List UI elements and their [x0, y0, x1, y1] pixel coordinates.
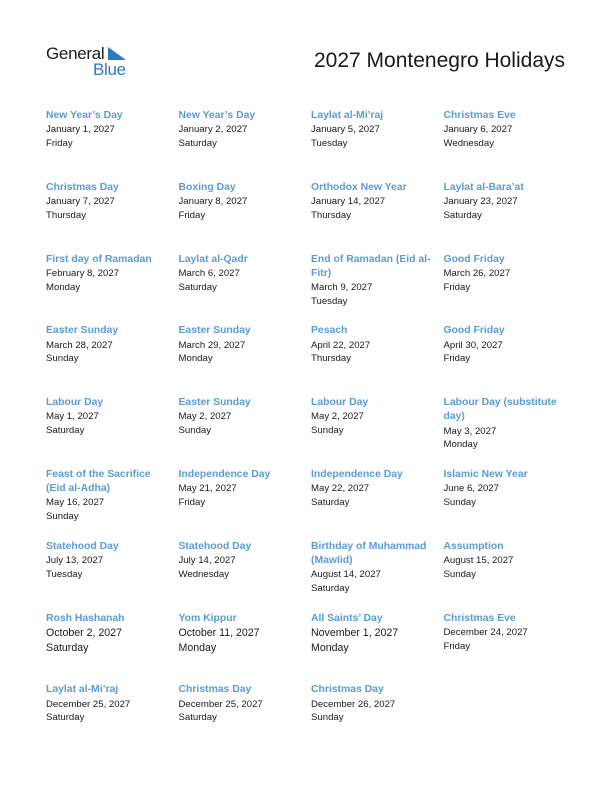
holiday-weekday: Saturday — [178, 138, 217, 149]
holiday-entry — [46, 181, 179, 253]
holiday-entry — [311, 253, 444, 325]
holiday-date: May 21, 2027 — [178, 483, 237, 495]
holiday-date: July 14, 2027 — [178, 554, 236, 566]
holiday-weekday: Monday — [443, 439, 478, 451]
holiday-entry — [179, 181, 312, 253]
holiday-weekday: Sunday — [443, 496, 477, 508]
holiday-date: January 7, 2027 — [46, 196, 115, 207]
holiday-weekday: Saturday — [46, 425, 85, 437]
holiday-entry — [444, 468, 577, 540]
holiday-entry — [311, 612, 444, 684]
holiday-weekday: Thursday — [46, 209, 86, 221]
holiday-weekday: Thursday — [311, 353, 351, 365]
holiday-entry — [179, 396, 312, 468]
holiday-weekday: Saturday — [178, 712, 217, 724]
holiday-entry — [444, 540, 577, 612]
holiday-name: Assumption — [443, 540, 504, 552]
holiday-name: Independence Day — [311, 468, 403, 480]
page-title: 2027 Montenegro Holidays — [314, 49, 565, 72]
holiday-weekday: Sunday — [311, 425, 344, 437]
holiday-entry — [46, 253, 179, 325]
holiday-name: Labour Day (substitute day) — [443, 397, 557, 423]
holiday-weekday: Thursday — [311, 209, 351, 221]
holiday-weekday: Saturday — [46, 712, 85, 724]
holiday-weekday: Saturday — [443, 209, 482, 221]
holiday-name: Christmas Day — [178, 684, 252, 696]
holiday-weekday: Wednesday — [443, 138, 494, 149]
holiday-date: May 16, 2027 — [46, 497, 105, 509]
holiday-date: January 23, 2027 — [443, 196, 518, 207]
holiday-weekday: Friday — [178, 496, 206, 508]
holiday-date: January 1, 2027 — [46, 124, 115, 136]
holiday-entry — [46, 109, 179, 181]
holiday-name: Easter Sunday — [178, 397, 251, 409]
holiday-name: Independence Day — [178, 468, 271, 480]
holiday-name: Statehood Day — [178, 540, 252, 552]
holiday-name: New Year’s Day — [178, 110, 256, 121]
holiday-entry — [311, 396, 444, 468]
holiday-name: Christmas Day — [311, 684, 384, 696]
holiday-name: Rosh Hashanah — [46, 612, 125, 624]
holiday-date: May 1, 2027 — [46, 411, 99, 423]
holiday-weekday: Sunday — [443, 568, 477, 580]
holiday-entry — [444, 324, 577, 396]
holiday-weekday: Saturday — [46, 641, 89, 654]
holiday-name: Labour Day — [311, 397, 369, 409]
holiday-entry — [179, 253, 312, 325]
holiday-entry — [444, 181, 577, 253]
holiday-weekday: Wednesday — [178, 568, 229, 580]
holiday-entry — [444, 612, 577, 684]
holiday-entry — [46, 540, 179, 612]
logo-triangle-icon — [108, 47, 126, 60]
holiday-entry — [311, 181, 444, 253]
holiday-date: January 6, 2027 — [443, 124, 513, 136]
holiday-weekday: Sunday — [311, 712, 344, 724]
holiday-entry — [179, 683, 312, 755]
holiday-date: November 1, 2027 — [311, 626, 399, 639]
holiday-entry — [311, 540, 444, 612]
holiday-entry — [444, 253, 577, 325]
holiday-weekday: Sunday — [178, 425, 212, 437]
holiday-name: All Saints’ Day — [311, 612, 383, 624]
holiday-name: End of Ramadan (Eid al-Fitr) — [311, 253, 431, 279]
holiday-date: August 14, 2027 — [311, 569, 381, 581]
holiday-weekday: Friday — [443, 281, 471, 293]
holiday-name: Labour Day — [46, 397, 104, 409]
holiday-date: May 2, 2027 — [178, 411, 232, 423]
holiday-weekday: Friday — [46, 138, 73, 149]
holiday-name: Christmas Eve — [443, 110, 516, 121]
holiday-date: December 25, 2027 — [178, 698, 263, 710]
holiday-date: January 14, 2027 — [311, 196, 386, 207]
holiday-name: Good Friday — [443, 253, 505, 265]
holiday-date: May 2, 2027 — [311, 411, 364, 423]
holiday-entry — [46, 396, 179, 468]
holiday-entry — [179, 324, 312, 396]
holiday-date: March 29, 2027 — [178, 339, 246, 351]
holiday-entry — [46, 683, 179, 755]
holiday-grid — [46, 109, 576, 755]
holiday-date: October 2, 2027 — [46, 626, 122, 639]
holiday-weekday: Monday — [178, 353, 213, 365]
holiday-name: Easter Sunday — [178, 325, 251, 337]
holiday-date: April 30, 2027 — [443, 339, 503, 351]
holiday-entry — [46, 612, 179, 684]
holiday-name: Laylat al-Qadr — [178, 253, 248, 265]
holiday-date: December 25, 2027 — [46, 698, 131, 710]
holiday-date: February 8, 2027 — [46, 267, 120, 279]
holiday-name: Christmas Eve — [443, 612, 516, 624]
holiday-name: Pesach — [311, 325, 348, 337]
logo — [46, 44, 136, 80]
holiday-name: Easter Sunday — [46, 325, 119, 337]
holiday-entry — [311, 109, 444, 181]
logo-word-blue: Blue — [93, 60, 126, 79]
holiday-date: March 9, 2027 — [311, 282, 373, 293]
holiday-entry — [46, 468, 179, 540]
holiday-weekday: Saturday — [178, 281, 217, 293]
holiday-name: Orthodox New Year — [311, 181, 407, 193]
holiday-date: January 8, 2027 — [178, 196, 248, 207]
holiday-entry — [179, 468, 312, 540]
holiday-weekday: Tuesday — [311, 138, 348, 149]
holiday-entry — [311, 324, 444, 396]
holiday-date: May 22, 2027 — [311, 483, 370, 495]
holiday-weekday: Monday — [46, 281, 81, 293]
holiday-weekday: Tuesday — [311, 295, 348, 307]
holiday-entry — [179, 612, 312, 684]
holiday-entry — [311, 468, 444, 540]
holiday-entry — [46, 324, 179, 396]
holiday-date: January 2, 2027 — [178, 124, 248, 136]
holiday-date: July 13, 2027 — [46, 554, 104, 566]
holiday-date: August 15, 2027 — [443, 554, 514, 566]
holiday-entry — [444, 109, 577, 181]
holiday-weekday: Saturday — [311, 496, 350, 508]
holiday-name: Laylat al-Bara’at — [443, 181, 524, 193]
holiday-entry — [311, 683, 444, 755]
holiday-name: Feast of the Sacrifice (Eid al-Adha) — [46, 468, 151, 495]
holiday-date: December 26, 2027 — [311, 698, 396, 710]
holiday-date: May 3, 2027 — [443, 425, 497, 437]
holiday-name: Christmas Day — [46, 181, 119, 193]
holiday-entry — [179, 109, 312, 181]
holiday-weekday: Tuesday — [46, 568, 83, 580]
holiday-date: April 22, 2027 — [311, 339, 371, 351]
holiday-name: Birthday of Muhammad (Mawlid) — [311, 540, 427, 566]
holiday-name: Islamic New Year — [443, 468, 528, 480]
holiday-date: March 28, 2027 — [46, 339, 113, 351]
logo-word-general: General — [46, 44, 105, 63]
holiday-weekday: Saturday — [311, 582, 350, 594]
holiday-entry — [179, 540, 312, 612]
holiday-weekday: Sunday — [46, 353, 79, 365]
holiday-name: New Year’s Day — [46, 110, 123, 121]
holiday-entry — [444, 396, 577, 468]
holiday-name: Laylat al-Mi’raj — [46, 684, 119, 696]
holiday-date: January 5, 2027 — [311, 124, 380, 136]
holiday-date: March 6, 2027 — [178, 267, 240, 279]
holiday-weekday: Friday — [443, 353, 471, 365]
holiday-name: Statehood Day — [46, 540, 119, 552]
holiday-weekday: Friday — [178, 209, 206, 221]
holiday-date: March 26, 2027 — [443, 267, 511, 279]
holiday-name: Good Friday — [443, 325, 505, 337]
holiday-name: First day of Ramadan — [46, 253, 152, 265]
holiday-date: December 24, 2027 — [443, 626, 528, 638]
holiday-weekday: Friday — [443, 640, 471, 652]
holiday-name: Boxing Day — [178, 181, 236, 193]
holiday-weekday: Monday — [178, 641, 217, 654]
holiday-date: June 6, 2027 — [443, 483, 499, 495]
holiday-date: October 11, 2027 — [178, 626, 260, 639]
holiday-name: Yom Kippur — [178, 612, 237, 624]
holiday-name: Laylat al-Mi’raj — [311, 110, 384, 121]
holiday-weekday: Monday — [311, 641, 349, 654]
holiday-weekday: Sunday — [46, 511, 79, 523]
